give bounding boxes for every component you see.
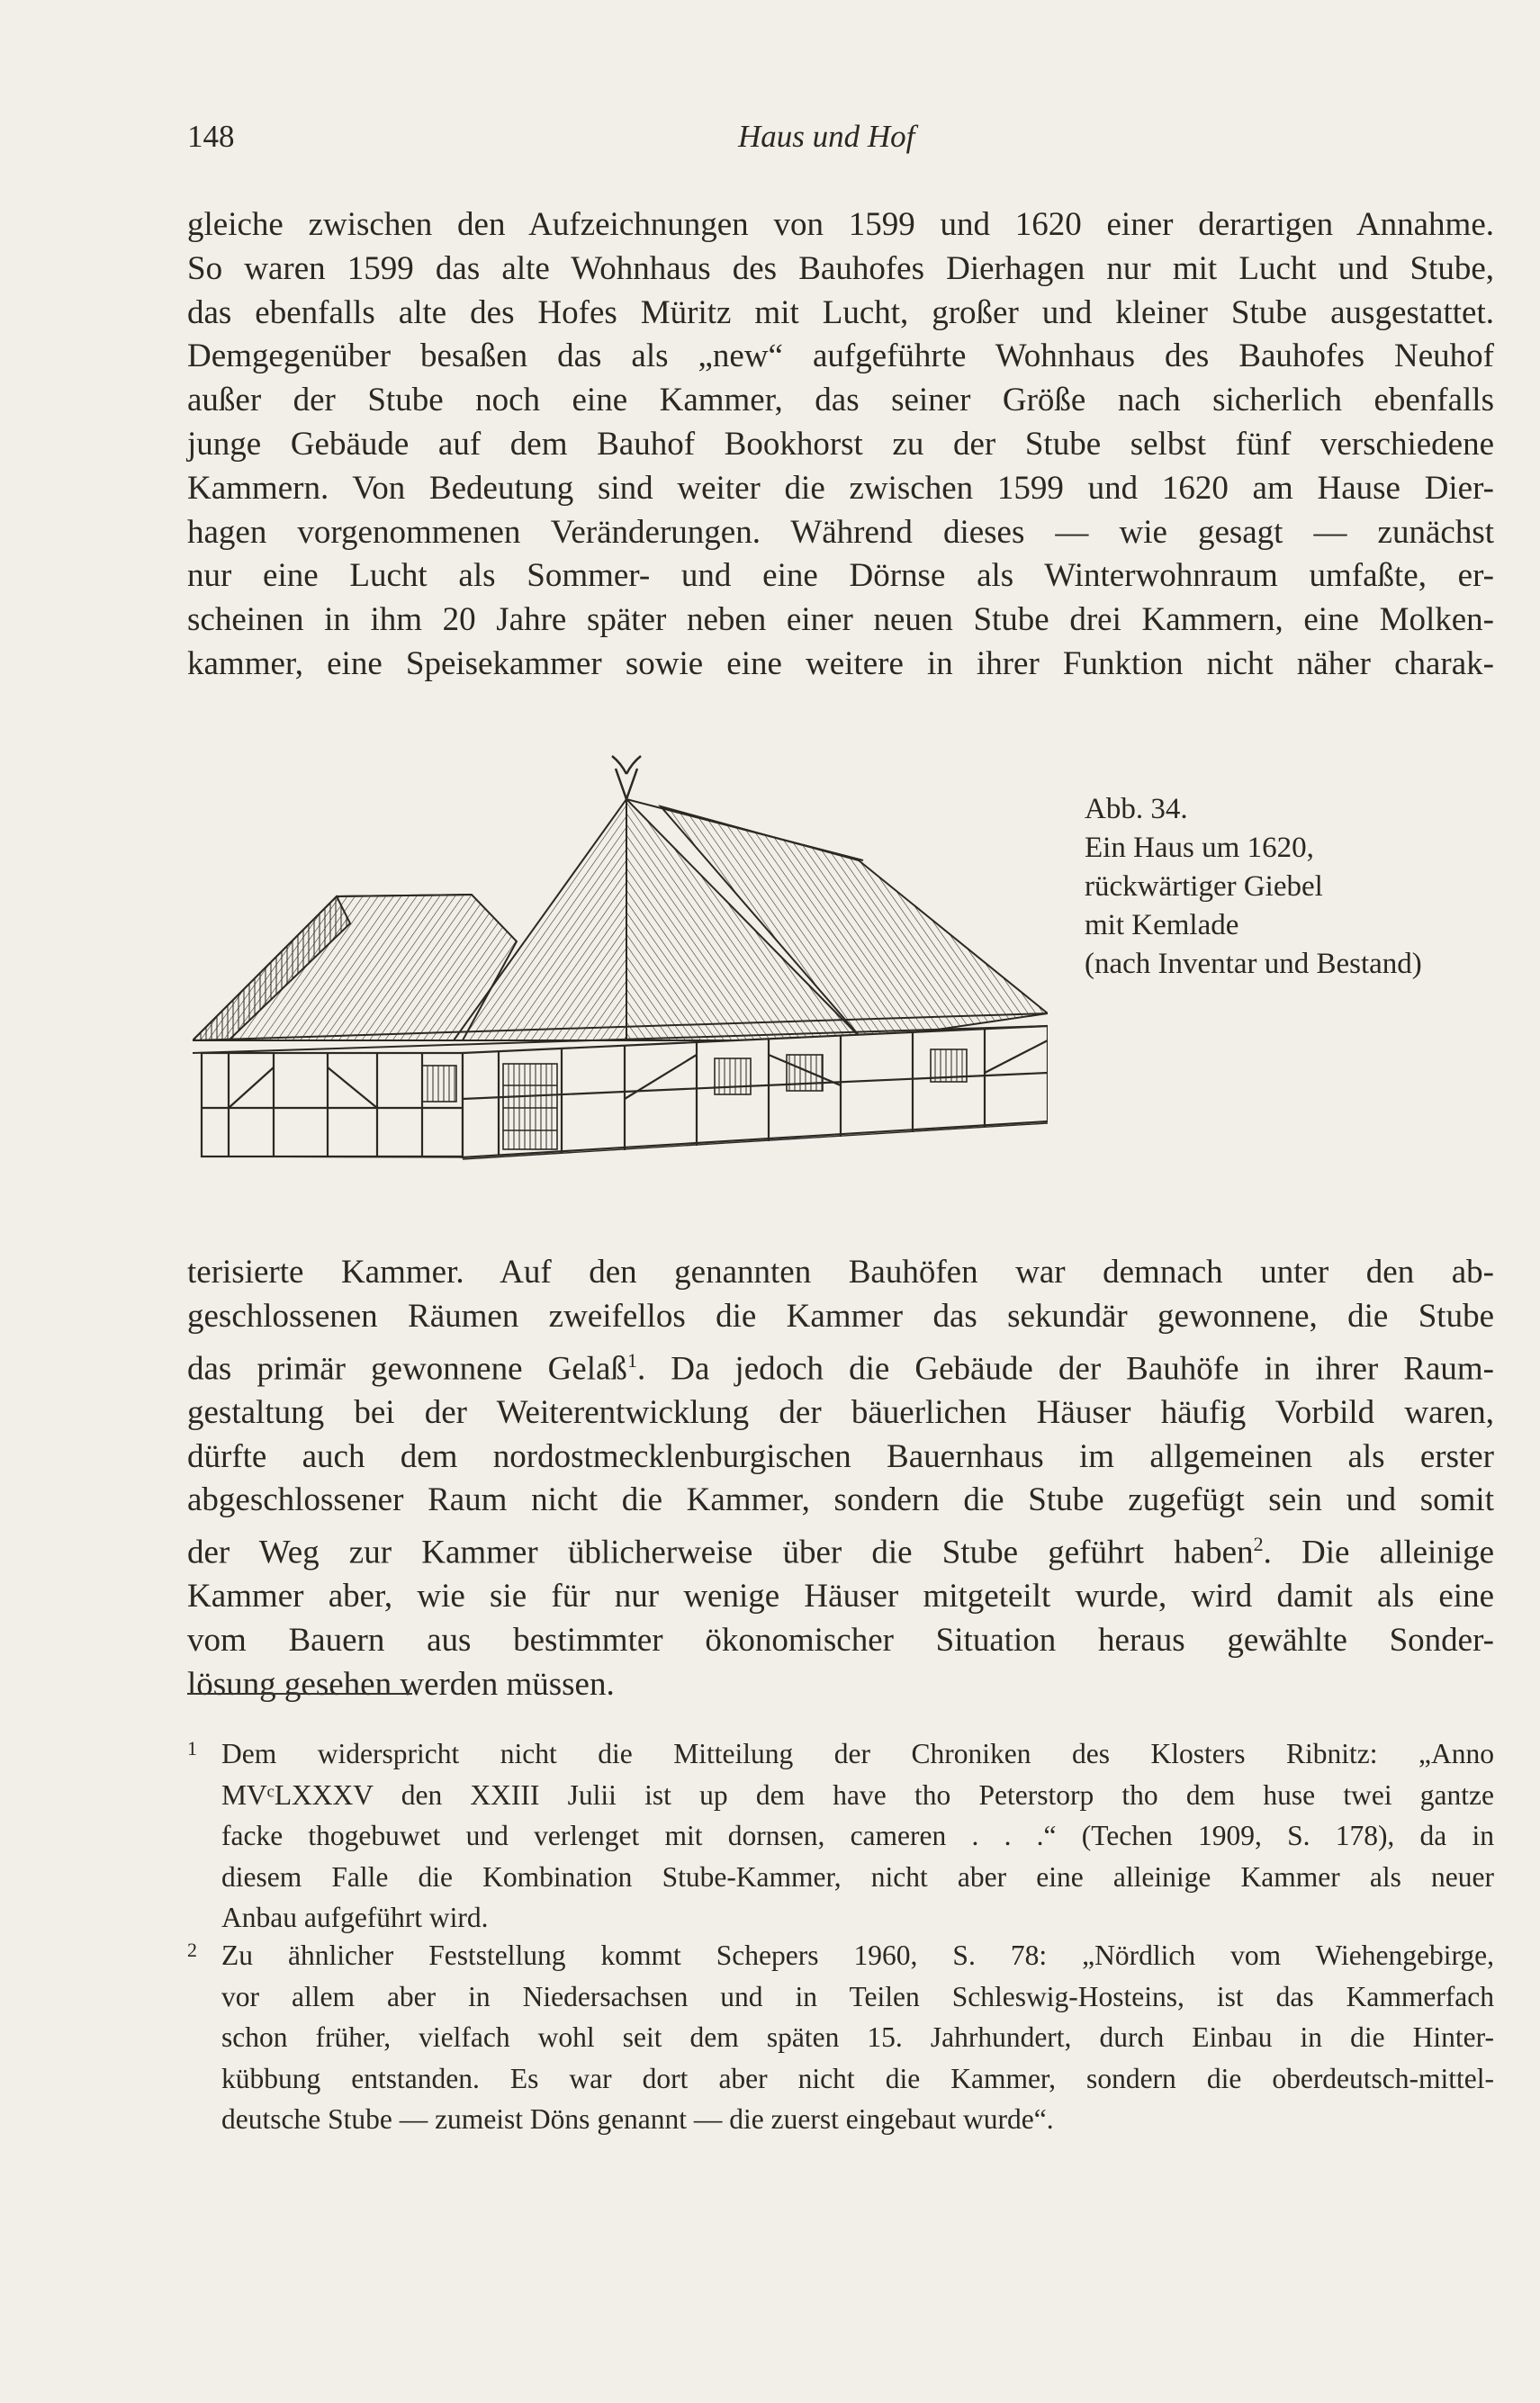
window <box>715 1058 751 1094</box>
text-line: gleiche zwischen den Aufzeichnungen von 1599 und 1620 einer derartigen Annahme. <box>187 206 1494 243</box>
text-line <box>187 1339 1494 1391</box>
footnote-number: 2 <box>187 1939 197 1961</box>
footnote-ref: 2 <box>1253 1533 1264 1556</box>
text-line: geschlossenen Räumen zweifellos die Kammer das sekundär gewonnene, die Stube <box>187 1297 1494 1335</box>
text-segment: das primär gewonnene Gelaß <box>187 1349 627 1387</box>
text-line <box>187 1523 1494 1575</box>
footnote-line: Zu ähnlicher Feststellung kommt Schepers 1960, S. 78: „Nördlich vom Wiehengebirge, <box>221 1940 1494 1971</box>
caption-line: (nach Inventar und Bestand) <box>1085 948 1422 980</box>
page-header <box>187 119 1540 164</box>
footnote-line: deutsche Stube — zumeist Döns genannt — die zuerst eingebaut wurde“. <box>221 2103 1054 2135</box>
footnote-2 <box>187 1935 1494 2140</box>
text-line: abgeschlossener Raum nicht die Kammer, sondern die Stube zugefügt sein und somit <box>187 1481 1494 1519</box>
paragraph-1 <box>187 203 1494 687</box>
footnote-line: vor allem aber in Niedersachsen und in Teilen Schleswig-Hosteins, ist das Kammerfach <box>221 1980 1494 2012</box>
footnote-1 <box>187 1733 1494 1939</box>
text-line: außer der Stube noch eine Kammer, das seiner Größe nach sicherlich ebenfalls <box>187 382 1494 419</box>
text-segment: . Da jedoch die Gebäude der Bauhöfe in ihrer Raum- <box>636 1349 1495 1387</box>
text-line: nur eine Lucht als Sommer- und eine Dörnse als Winterwohnraum umfaßte, er- <box>187 557 1494 595</box>
text-line: dürfte auch dem nordostmecklenburgischen Bauernhaus im allgemeinen als erster <box>187 1437 1494 1475</box>
text-line: gestaltung bei der Weiterentwicklung der bäuerlichen Häuser häufig Vorbild waren, <box>187 1393 1494 1431</box>
text-line: das ebenfalls alte des Hofes Müritz mit Lucht, großer und kleiner Stube ausgestattet. <box>187 293 1494 331</box>
caption-line: Abb. 34. <box>1085 793 1188 825</box>
footnote-line: diesem Falle die Kombination Stube-Kammer, nicht aber eine alleinige Kammer als neuer <box>221 1860 1494 1893</box>
text-segment: der Weg zur Kammer üblicherweise über die Stube geführt haben <box>187 1534 1254 1571</box>
caption-line: rückwärtiger Giebel <box>1085 870 1323 903</box>
window <box>422 1066 456 1102</box>
page-number: 148 <box>187 119 235 154</box>
text-line: Kammern. Von Bedeutung sind weiter die zwischen 1599 und 1620 am Hause Dier- <box>187 469 1494 507</box>
text-line: So waren 1599 das alte Wohnhaus des Bauhofes Dierhagen nur mit Lucht und Stube, <box>187 249 1494 287</box>
footnote-line: MVᶜLXXXV den XXIII Julii ist up dem have tho Peterstorp tho dem huse twei gantze <box>221 1778 1494 1811</box>
house-illustration <box>193 743 1048 1166</box>
text-line: lösung gesehen werden müssen. <box>187 1665 615 1703</box>
footnote-ref: 1 <box>626 1348 637 1372</box>
text-line: scheinen in ihm 20 Jahre später neben einer neuen Stube drei Kammern, eine Molken- <box>187 601 1494 639</box>
text-line: junge Gebäude auf dem Bauhof Bookhorst zu der Stube selbst fünf verschiedene <box>187 425 1494 463</box>
door <box>503 1064 557 1149</box>
caption-line: mit Kemlade <box>1085 909 1239 941</box>
text-line: hagen vorgenommenen Veränderungen. Während dieses — wie gesagt — zunächst <box>187 513 1494 551</box>
caption-line: Ein Haus um 1620, <box>1085 832 1314 864</box>
footnote-line: Dem widerspricht nicht die Mitteilung der Chroniken des Klosters Ribnitz: „Anno <box>221 1738 1494 1769</box>
window <box>931 1049 967 1082</box>
gable-ornament <box>612 756 641 799</box>
footnote-divider <box>187 1693 412 1695</box>
text-line: kammer, eine Speisekammer sowie eine weitere in ihrer Funktion nicht näher charak- <box>187 644 1494 682</box>
text-segment: . Die alleinige <box>1263 1534 1494 1571</box>
window <box>787 1055 823 1091</box>
text-line: Kammer aber, wie sie für nur wenige Häuser mitgeteilt wurde, wird damit als eine <box>187 1578 1494 1616</box>
footnote-number: 1 <box>187 1737 197 1760</box>
footnote-line: kübbung entstanden. Es war dort aber nicht die Kammer, sondern die oberdeutsch-mittel- <box>221 2062 1494 2094</box>
footnote-line: Anbau aufgeführt wird. <box>221 1902 489 1933</box>
figure-caption <box>1085 790 1422 984</box>
text-line: vom Bauern aus bestimmter ökonomischer Situation heraus gewählte Sonder- <box>187 1622 1494 1660</box>
text-line: Demgegenüber besaßen das als „new“ aufgeführte Wohnhaus des Bauhofes Neuhof <box>187 338 1494 375</box>
text-line: terisierte Kammer. Auf den genannten Bauhöfen war demnach unter den ab- <box>187 1254 1494 1291</box>
running-head: Haus und Hof <box>738 119 915 154</box>
footnote-line: schon früher, vielfach wohl seit dem späten 15. Jahrhundert, durch Einbau in die Hinter- <box>221 2021 1494 2053</box>
paragraph-2 <box>187 1251 1494 1707</box>
footnote-line: facke thogebuwet und verlenget mit dornsen, cameren . . .“ (Techen 1909, S. 178), da in <box>221 1820 1494 1851</box>
